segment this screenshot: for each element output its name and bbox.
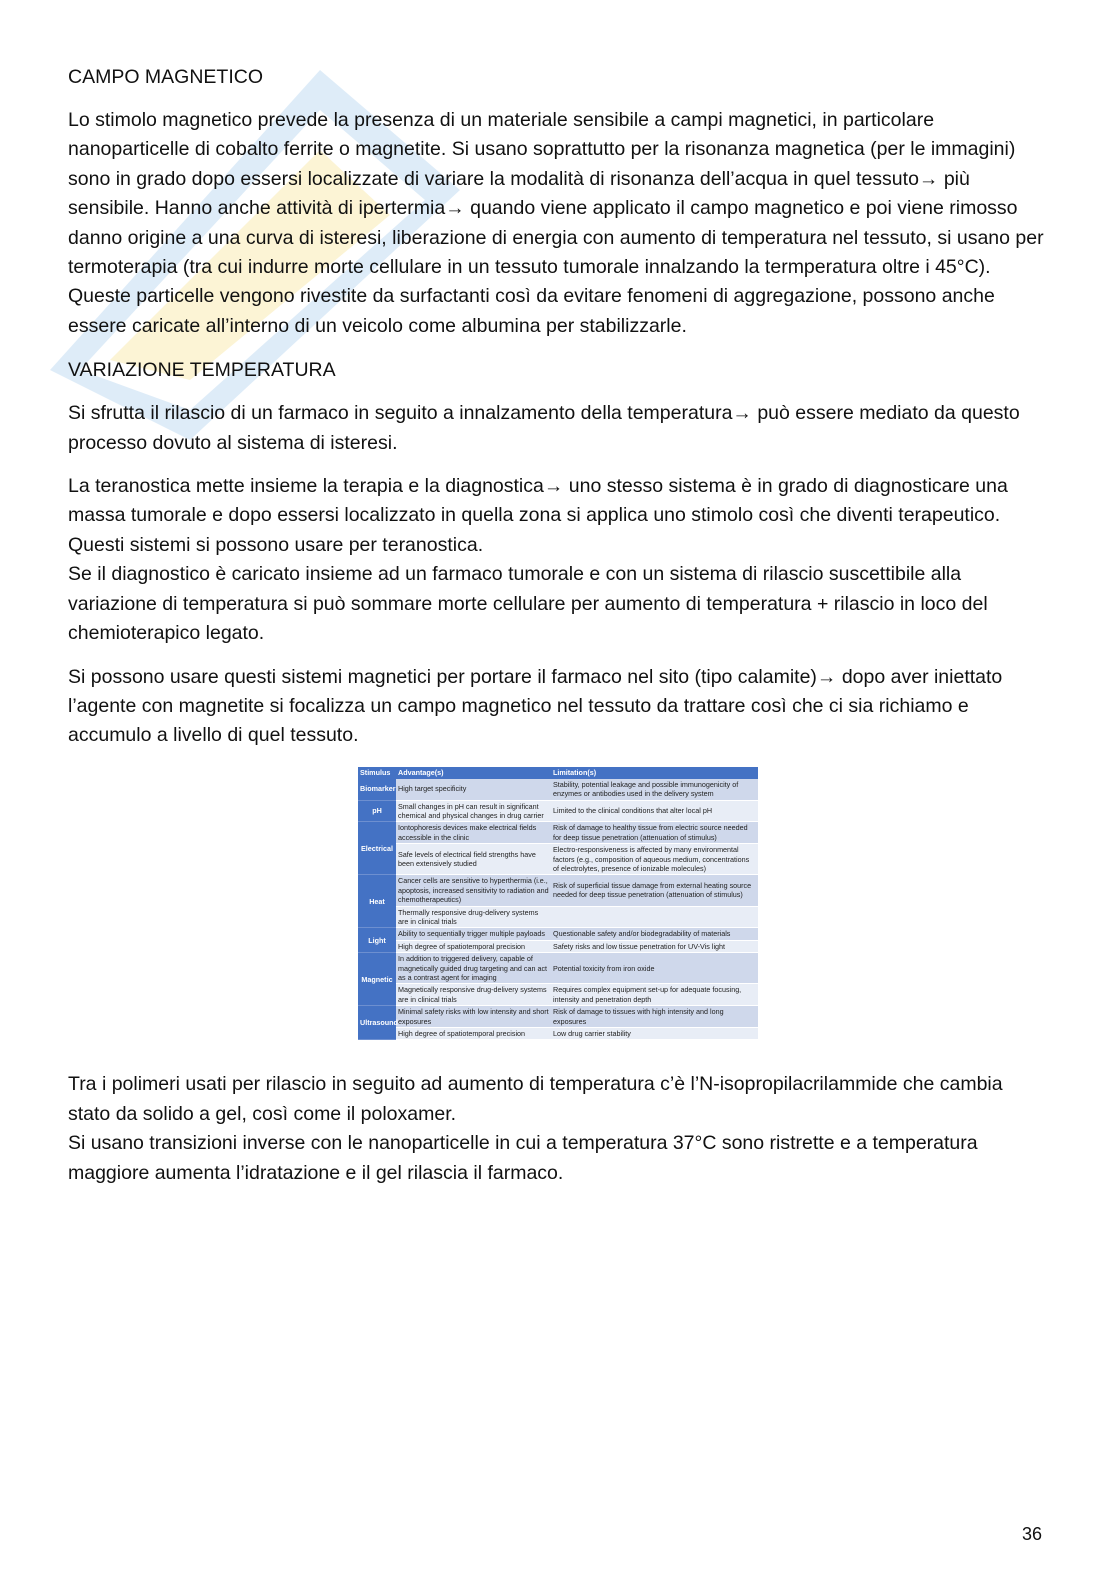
stimulus-table (358, 767, 758, 1041)
stimulus-table-figure (358, 767, 758, 1041)
heading-variazione-temperatura: VARIAZIONE TEMPERATURA (68, 359, 336, 382)
limitation-cell: Risk of damage to tissues with high intensity and long exposures (551, 1006, 758, 1028)
limitation-cell: Safety risks and low tissue penetration for UV-Vis light (551, 940, 758, 952)
document-page (68, 62, 1048, 1202)
advantage-cell: Iontophoresis devices make electrical fields accessible in the clinic (396, 822, 551, 844)
advantage-cell: High degree of spatiotemporal precision (396, 1028, 551, 1040)
limitation-cell: Potential toxicity from iron oxide (551, 953, 758, 984)
limitation-cell: Stability, potential leakage and possible immunogenicity of enzymes or antibodies used in the delivery system (551, 779, 758, 800)
stimulus-cell: Light (358, 928, 396, 953)
advantage-cell: Safe levels of electrical field strengths have been extensively studied (396, 844, 551, 875)
header-advantages: Advantage(s) (396, 767, 551, 779)
advantage-cell: Cancer cells are sensitive to hyperthermia (i.e., apoptosis, increased sensitivity to radiation and chemotherapeutics) (396, 875, 551, 906)
heading-campo-magnetico: CAMPO MAGNETICO (68, 66, 264, 88)
header-stimulus: Stimulus (358, 767, 396, 779)
limitation-cell: Limited to the clinical conditions that alter local pH (551, 800, 758, 822)
paragraph-magnetic-targeting: Si possono usare questi sistemi magnetici per portare il farmaco nel sito (tipo calamite)→ dopo aver iniettato l’agente con magnetite si focalizza un campo magnetico nel tessuto da trattare così che ci sia richiamo e accumulo a livello di quel tessuto. (68, 665, 1003, 747)
stimulus-cell: Electrical (358, 822, 396, 875)
advantage-cell: High target specificity (396, 779, 551, 800)
paragraph-temperature-release: Si sfrutta il rilascio di un farmaco in seguito a innalzamento della temperatura→ può essere mediato da questo processo dovuto al sistema di isteresi. (68, 402, 1020, 454)
table-row (358, 953, 758, 984)
paragraph-inverse-transitions: Si usano transizioni inverse con le nanoparticelle in cui a temperatura 37°C sono ristrette e a temperatura maggiore aumenta l’idratazione e il gel rilascia il farmaco. (68, 1132, 978, 1184)
table-row (358, 1028, 758, 1040)
advantage-cell: Small changes in pH can result in significant chemical and physical changes in drug carrier (396, 800, 551, 822)
advantage-cell: Thermally responsive drug-delivery systems are in clinical trials (396, 906, 551, 928)
stimulus-cell: Biomarker (358, 779, 396, 800)
paragraph-theranostics: La teranostica mette insieme la terapia e la diagnostica→ uno stesso sistema è in grado di diagnosticare una massa tumorale e dopo essersi localizzato in quella zona si applica uno stimolo così che diventi terapeutico. Questi sistemi si possono usare per teranostica. (68, 475, 1008, 556)
table-row (358, 875, 758, 906)
table-row (358, 984, 758, 1006)
table-row (358, 779, 758, 800)
limitation-cell: Risk of damage to healthy tissue from electric source needed for deep tissue penetration (attenuation of stimulus) (551, 822, 758, 844)
page-number: 36 (1021, 1524, 1042, 1544)
table-row (358, 906, 758, 928)
limitation-cell: Requires complex equipment set-up for adequate focusing, intensity and penetration depth (551, 984, 758, 1006)
table-row (358, 928, 758, 940)
paragraph-magnetic-stimulus: Lo stimolo magnetico prevede la presenza di un materiale sensibile a campi magnetici, in particolare nanoparticelle di cobalto ferrite o magnetite. Si usano soprattutto per la risonanza magnetica (per le immagini) sono in grado dopo essersi localizzate di variare la modalità di risonanza dell’acqua in quel tessuto→ più sensibile. Hanno anche attività di ipertermia→ quando viene applicato il campo magnetico e poi viene rimosso danno origine a una curva di isteresi, liberazione di energia con aumento di temperatura nel tessuto, si usano per termoterapia (tra cui indurre morte cellulare in un tessuto tumorale innalzando la termperatura oltre i 45°C). Queste particelle vengono rivestite da surfactanti così da evitare fenomeni di aggregazione, possono anche essere caricate all’interno di un veicolo come albumina per stabilizzarle. (68, 109, 1044, 337)
advantage-cell: Magnetically responsive drug-delivery systems are in clinical trials (396, 984, 551, 1006)
limitation-cell: Low drug carrier stability (551, 1028, 758, 1040)
table-row (358, 800, 758, 822)
stimulus-cell: Heat (358, 875, 396, 928)
table-row (358, 844, 758, 875)
table-header-row (358, 767, 758, 779)
limitation-cell: Electro-responsiveness is affected by many environmental factors (e.g., composition of aqueous medium, concentrations of electrolytes, presence of ionizable molecules) (551, 844, 758, 875)
table-row (358, 1006, 758, 1028)
limitation-cell (551, 906, 758, 928)
stimulus-cell: pH (358, 800, 396, 822)
advantage-cell: Ability to sequentially trigger multiple payloads (396, 928, 551, 940)
limitation-cell: Risk of superficial tissue damage from external heating source needed for deep tissue penetration (attenuation of stimulus) (551, 875, 758, 906)
paragraph-theranostics-combined: Se il diagnostico è caricato insieme ad un farmaco tumorale e con un sistema di rilascio suscettibile alla variazione di temperatura si può sommare morte cellulare per aumento di temperatura + rilascio in loco del chemioterapico legato. (68, 563, 988, 645)
header-limitations: Limitation(s) (551, 767, 758, 779)
limitation-cell: Questionable safety and/or biodegradability of materials (551, 928, 758, 940)
stimulus-cell: Ultrasound (358, 1006, 396, 1040)
advantage-cell: In addition to triggered delivery, capable of magnetically guided drug targeting and can act as a contrast agent for imaging (396, 953, 551, 984)
table-row (358, 822, 758, 844)
stimulus-cell: Magnetic (358, 953, 396, 1006)
advantage-cell: Minimal safety risks with low intensity and short exposures (396, 1006, 551, 1028)
paragraph-polymers: Tra i polimeri usati per rilascio in seguito ad aumento di temperatura c’è l’N-isopropilacrilammide che cambia stato da solido a gel, così come il poloxamer. (68, 1073, 1003, 1125)
table-row (358, 940, 758, 952)
advantage-cell: High degree of spatiotemporal precision (396, 940, 551, 952)
